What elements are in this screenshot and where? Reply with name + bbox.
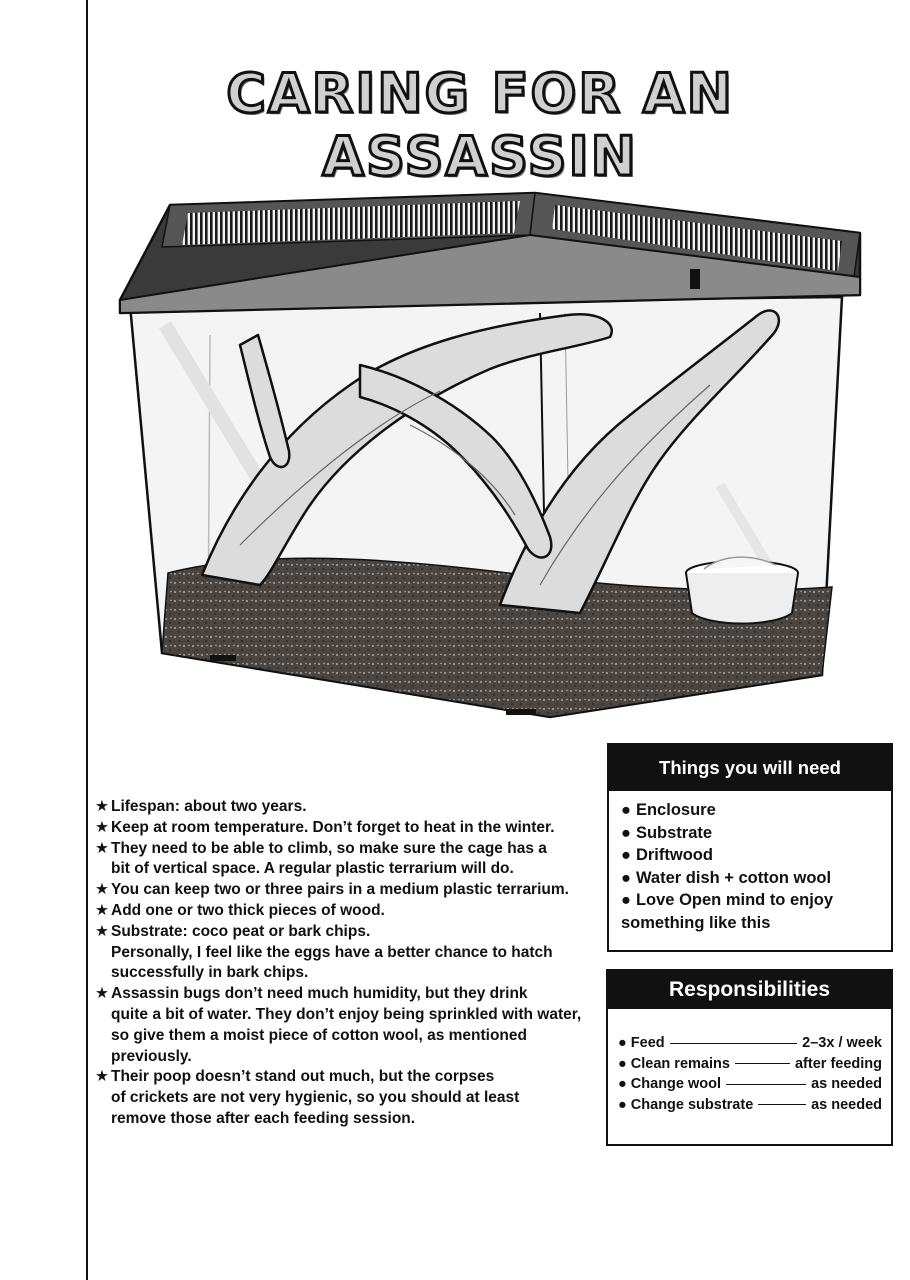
responsibility-frequency: as needed	[811, 1096, 882, 1113]
star-bullet-icon: ★	[95, 985, 109, 1003]
care-tip-hygiene	[95, 1067, 605, 1129]
star-bullet-icon: ★	[95, 839, 109, 857]
care-tip-line: Add one or two thick pieces of wood.	[111, 901, 385, 919]
care-tip-line: previously.	[111, 1047, 192, 1065]
care-tip-lifespan	[95, 797, 605, 818]
responsibility-row	[618, 1074, 882, 1095]
care-tip-line: Personally, I feel like the eggs have a better chance to hatch	[111, 943, 553, 961]
star-bullet-icon: ★	[95, 881, 109, 899]
care-tip-line: so give them a moist piece of cotton wool, as mentioned	[111, 1026, 527, 1044]
leader-line	[735, 1063, 790, 1064]
responsibility-task: Change wool	[630, 1076, 722, 1093]
needs-item	[621, 844, 881, 867]
care-tip-substrate	[95, 922, 605, 984]
things-you-will-need-box	[607, 743, 893, 952]
responsibility-task: Feed	[630, 1035, 665, 1052]
needs-item-label: Driftwood	[635, 846, 713, 865]
needs-item-label: Enclosure	[635, 801, 716, 819]
bullet-dot-icon: ●	[621, 891, 631, 910]
bullet-dot-icon: ●	[618, 1055, 627, 1072]
responsibility-frequency: as needed	[811, 1076, 882, 1093]
bullet-dot-icon: ●	[618, 1076, 627, 1093]
responsibility-task: Change substrate	[630, 1096, 754, 1113]
care-tip-pairs	[95, 880, 605, 901]
responsibility-frequency: 2–3x / week	[802, 1035, 882, 1052]
care-tip-line: Their poop doesn’t stand out much, but the corpses	[111, 1068, 495, 1086]
care-tip-line: Lifespan: about two years.	[111, 798, 307, 815]
ventilated-lid	[120, 193, 860, 313]
care-tip-climbing	[95, 839, 605, 881]
bullet-dot-icon: ●	[621, 823, 631, 842]
bullet-dot-icon: ●	[621, 868, 631, 887]
care-tip-temperature	[95, 818, 605, 839]
needs-item-label: Love Open mind to enjoy	[635, 891, 834, 910]
terrarium-illustration	[110, 185, 870, 730]
care-tip-line: successfully in bark chips.	[111, 964, 309, 982]
care-tip-line: remove those after each feeding session.	[111, 1109, 416, 1127]
responsibility-row	[618, 1033, 882, 1054]
care-tip-line: bit of vertical space. A regular plastic terrarium will do.	[111, 860, 514, 878]
star-bullet-icon: ★	[95, 1068, 109, 1086]
needs-item-label: Substrate	[635, 823, 713, 842]
responsibilities-list	[608, 1009, 891, 1115]
needs-heading: Things you will need	[609, 745, 891, 791]
needs-item-continuation: something like this	[621, 913, 771, 932]
star-bullet-icon: ★	[95, 818, 109, 836]
leader-line	[726, 1084, 806, 1085]
leader-line	[670, 1043, 798, 1044]
needs-item	[621, 889, 881, 912]
water-dish	[686, 557, 798, 623]
care-tip-line: Substrate: coco peat or bark chips.	[111, 922, 371, 940]
care-tip-humidity	[95, 984, 605, 1067]
care-tip-line: You can keep two or three pairs in a medium plastic terrarium.	[111, 881, 569, 899]
care-tip-line: of crickets are not very hygienic, so you should at least	[111, 1089, 520, 1107]
responsibilities-heading: Responsibilities	[608, 971, 891, 1009]
care-tip-line: They need to be able to climb, so make sure the cage has a	[111, 839, 547, 857]
bullet-dot-icon: ●	[621, 801, 631, 819]
leader-line	[758, 1104, 806, 1105]
care-tip-wood	[95, 901, 605, 922]
needs-item	[621, 867, 881, 890]
bullet-dot-icon: ●	[618, 1096, 627, 1113]
responsibility-row	[618, 1054, 882, 1075]
bullet-dot-icon: ●	[618, 1035, 627, 1052]
page-margin-line	[86, 0, 88, 1280]
responsibilities-box	[606, 969, 893, 1146]
care-tip-line: Assassin bugs don’t need much humidity, but they drink	[111, 985, 528, 1003]
star-bullet-icon: ★	[95, 922, 109, 940]
needs-list	[609, 791, 891, 935]
star-bullet-icon: ★	[95, 798, 109, 815]
needs-item	[621, 799, 881, 822]
bullet-dot-icon: ●	[621, 846, 631, 865]
star-bullet-icon: ★	[95, 901, 109, 919]
responsibility-frequency: after feeding	[794, 1055, 882, 1072]
page-title: CARING FOR AN ASSASSIN	[226, 62, 734, 188]
care-tip-line: quite a bit of water. They don’t enjoy being sprinkled with water,	[111, 1005, 582, 1023]
care-tip-line: Keep at room temperature. Don’t forget to heat in the winter.	[111, 818, 555, 836]
responsibility-row	[618, 1095, 882, 1116]
needs-item-label: Water dish + cotton wool	[635, 868, 832, 887]
responsibility-task: Clean remains	[630, 1055, 730, 1072]
care-tips-list	[95, 797, 605, 1130]
needs-item	[621, 822, 881, 845]
